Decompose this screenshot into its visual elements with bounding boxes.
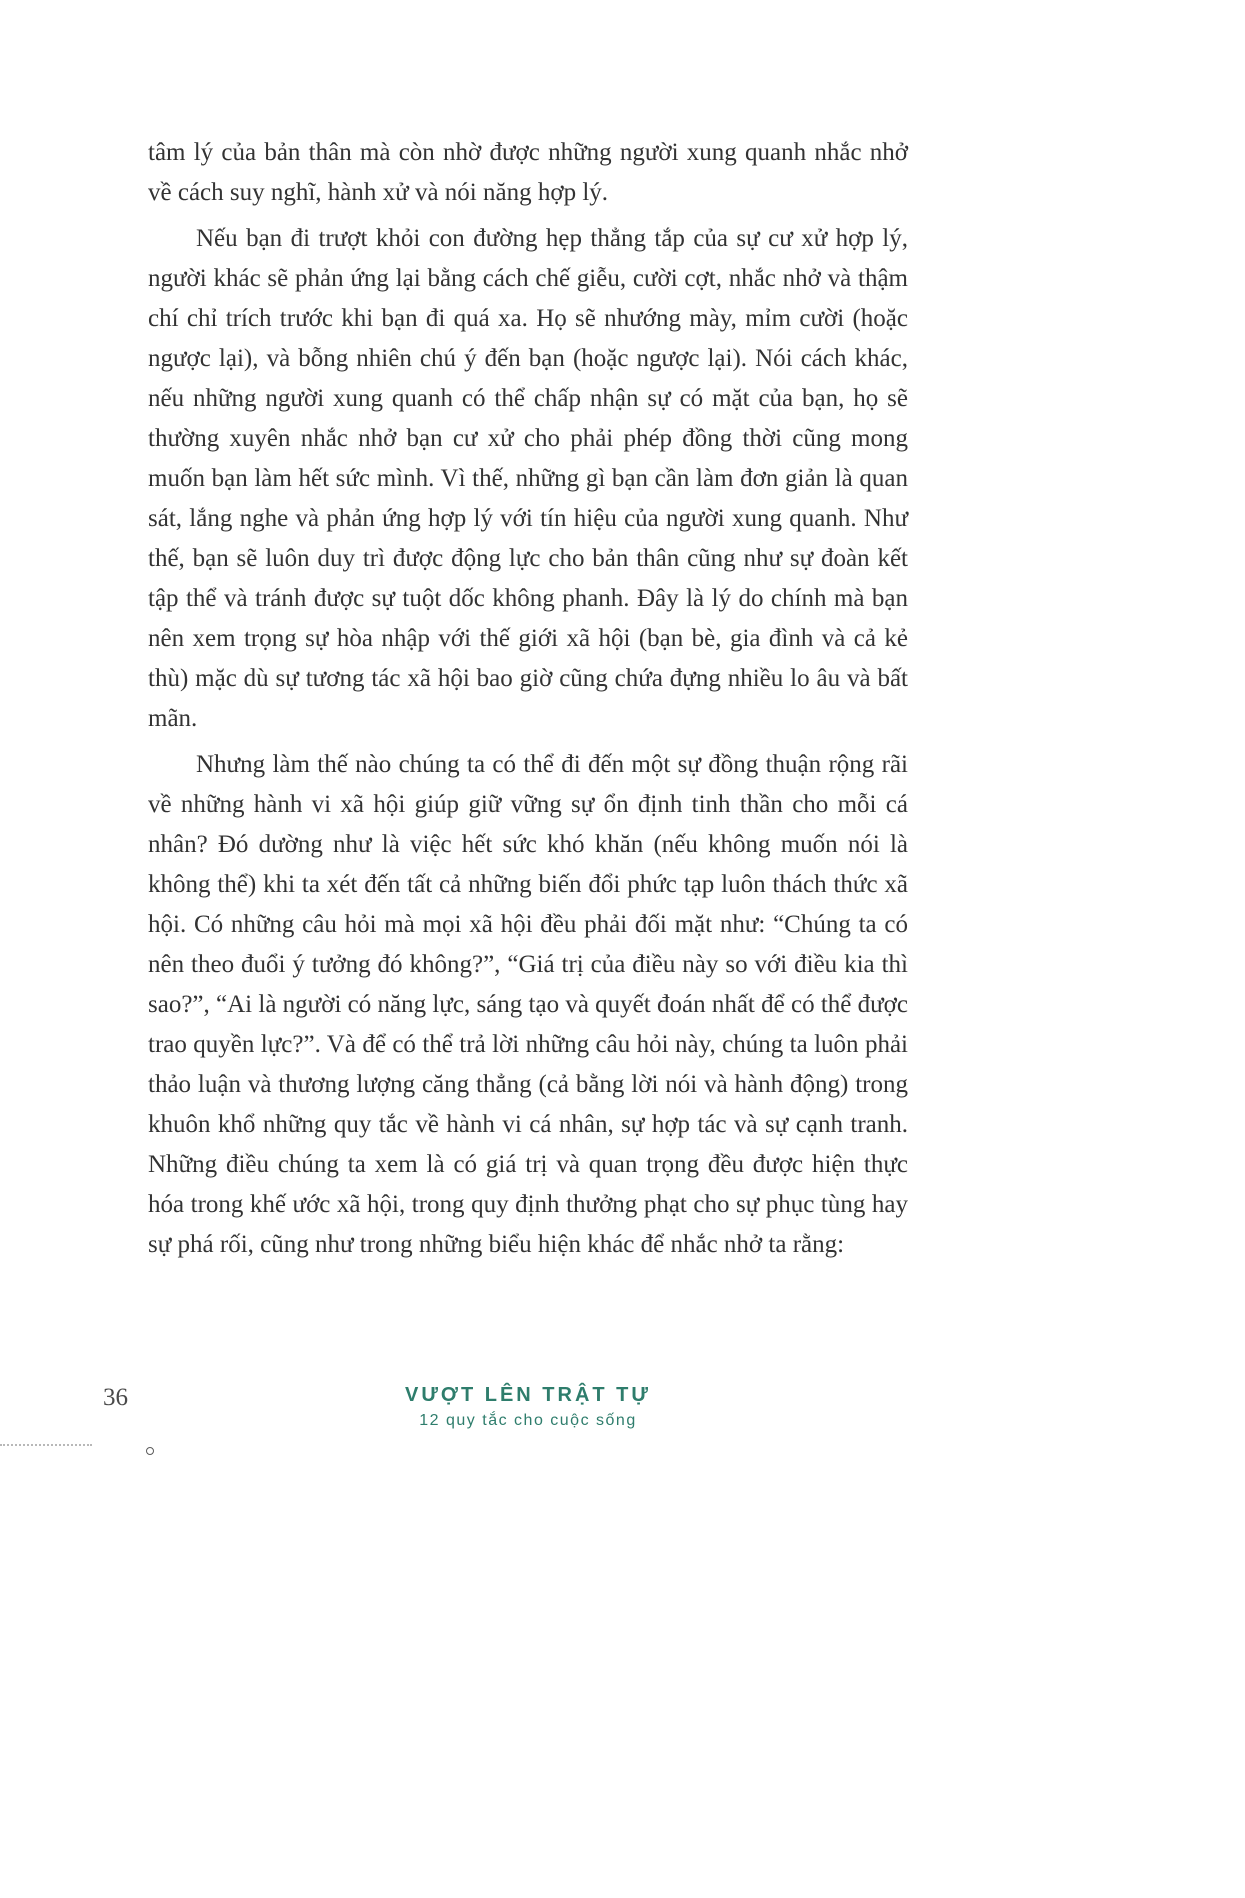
footer-ring-ornament [146,1447,154,1455]
book-title: VƯỢT LÊN TRẬT TỰ [404,1384,651,1406]
book-subtitle: 12 quy tắc cho cuộc sống [419,1412,637,1429]
paragraph: Nhưng làm thế nào chúng ta có thể đi đến một sự đồng thuận rộng rãi về những hành vi xã hội giúp giữ vững sự ổn định tinh thần cho mỗi cá nhân? Đó dường như là việc hết sức khó khăn (nếu không muốn nói là không thể) khi ta xét đến tất cả những biến đổi phức tạp luôn thách thức xã hội. Có những câu hỏi mà mọi xã hội đều phải đối mặt như: “Chúng ta có nên theo đuổi ý tưởng đó không?”, “Giá trị của điều này so với điều kia thì sao?”, “Ai là người có năng lực, sáng tạo và quyết đoán nhất để có thể được trao quyền lực?”. Và để có thể trả lời những câu hỏi này, chúng ta luôn phải thảo luận và thương lượng căng thẳng (cả bằng lời nói và hành động) trong khuôn khổ những quy tắc về hành vi cá nhân, sự hợp tác và sự cạnh tranh. Những điều chúng ta xem là có giá trị và quan trọng đều được hiện thực hóa trong khế ước xã hội, trong quy định thưởng phạt cho sự phục tùng hay sự phá rối, cũng như trong những biểu hiện khác để nhắc nhở ta rằng: [148,751,908,1258]
paragraph: Nếu bạn đi trượt khỏi con đường hẹp thẳng tắp của sự cư xử hợp lý, người khác sẽ phản ứng lại bằng cách chế giễu, cười cợt, nhắc nhở và thậm chí chỉ trích trước khi bạn đi quá xa. Họ sẽ nhướng mày, mỉm cười (hoặc ngược lại), và bỗng nhiên chú ý đến bạn (hoặc ngược lại). Nói cách khác, nếu những người xung quanh có thể chấp nhận sự có mặt của bạn, họ sẽ thường xuyên nhắc nhở bạn cư xử cho phải phép đồng thời cũng mong muốn bạn làm hết sức mình. Vì thế, những gì bạn cần làm đơn giản là quan sát, lắng nghe và phản ứng hợp lý với tín hiệu của người xung quanh. Như thế, bạn sẽ luôn duy trì được động lực cho bản thân cũng như sự đoàn kết tập thể và tránh được sự tuột dốc không phanh. Đây là lý do chính mà bạn nên xem trọng sự hòa nhập với thế giới xã hội (bạn bè, gia đình và cả kẻ thù) mặc dù sự tương tác xã hội bao giờ cũng chứa đựng nhiều lo âu và bất mãn. [148,225,908,732]
paragraph-continuation: tâm lý của bản thân mà còn nhờ được những người xung quanh nhắc nhở về cách suy nghĩ, hành xử và nói năng hợp lý. [148,139,908,206]
page-number: 36 [103,1384,128,1411]
body-text [148,133,908,1271]
page-footer [148,1384,908,1430]
footer-dotted-line [0,1444,92,1446]
